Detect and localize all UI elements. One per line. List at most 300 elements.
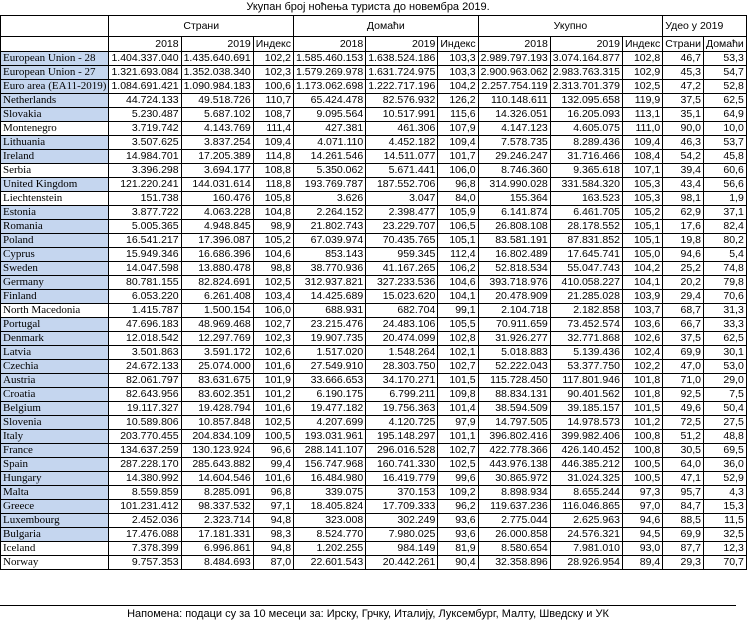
foreign-2018-cell: 101.231.412 (109, 500, 181, 514)
total-index-cell: 93,0 (622, 542, 662, 556)
share-foreign-cell: 25,2 (663, 262, 704, 276)
table-row (1, 444, 747, 458)
country-cell: Portugal (1, 318, 109, 332)
foreign-2018-cell: 7.378.399 (109, 542, 181, 556)
total-2018-cell: 2.989.797.193 (478, 52, 550, 66)
foreign-2018-cell: 82.061.797 (109, 374, 181, 388)
domestic-index-cell: 106,5 (438, 220, 478, 234)
foreign-index-cell: 101,6 (253, 472, 293, 486)
country-cell: Serbia (1, 164, 109, 178)
total-2019-cell: 426.140.452 (550, 444, 622, 458)
total-2019-cell: 31.716.466 (550, 150, 622, 164)
foreign-index-cell: 102,6 (253, 346, 293, 360)
share-foreign-cell: 71,0 (663, 374, 704, 388)
share-foreign-cell: 87,7 (663, 542, 704, 556)
domestic-index-cell: 102,8 (438, 332, 478, 346)
domestic-2018-cell: 22.601.543 (294, 556, 366, 570)
table-row (1, 276, 747, 290)
domestic-2019-cell: 23.229.707 (366, 220, 438, 234)
share-foreign-cell: 72,5 (663, 416, 704, 430)
foreign-2018-cell: 82.643.956 (109, 388, 181, 402)
total-2018-cell: 26.000.858 (478, 528, 550, 542)
group-header-row (1, 16, 747, 37)
country-cell: Romania (1, 220, 109, 234)
domestic-2019-cell: 28.303.750 (366, 360, 438, 374)
table-row (1, 332, 747, 346)
foreign-2018-cell: 287.228.170 (109, 458, 181, 472)
header-blank (1, 37, 109, 52)
table-row (1, 514, 747, 528)
domestic-2019-cell: 160.741.330 (366, 458, 438, 472)
foreign-index-cell: 102,7 (253, 318, 293, 332)
table-row (1, 122, 747, 136)
foreign-2018-cell: 3.396.298 (109, 164, 181, 178)
foreign-2019-cell: 10.857.848 (181, 416, 253, 430)
domestic-2018-cell: 1.173.062.698 (294, 80, 366, 94)
table-row (1, 136, 747, 150)
year-header-row (1, 37, 747, 52)
foreign-2018-cell: 44.724.133 (109, 94, 181, 108)
total-2018-cell: 396.802.416 (478, 430, 550, 444)
total-index-cell: 104,2 (622, 262, 662, 276)
foreign-index-cell: 108,7 (253, 108, 293, 122)
total-2019-cell: 14.978.573 (550, 416, 622, 430)
total-2019-cell: 39.185.157 (550, 402, 622, 416)
share-domestic-cell: 82,4 (703, 220, 746, 234)
total-2019-cell: 116.046.865 (550, 500, 622, 514)
domestic-2018-cell: 339.075 (294, 486, 366, 500)
country-cell: European Union - 28 (1, 52, 109, 66)
table-row (1, 458, 747, 472)
foreign-2019-cell: 3.591.172 (181, 346, 253, 360)
domestic-index-cell: 112,4 (438, 248, 478, 262)
header-share-foreign: Страни (663, 37, 704, 52)
foreign-2018-cell: 15.949.346 (109, 248, 181, 262)
table-row (1, 542, 747, 556)
foreign-2019-cell: 12.297.769 (181, 332, 253, 346)
table-row (1, 304, 747, 318)
domestic-2018-cell: 156.747.968 (294, 458, 366, 472)
share-domestic-cell: 53,7 (703, 136, 746, 150)
country-cell: Croatia (1, 388, 109, 402)
foreign-index-cell: 114,8 (253, 150, 293, 164)
country-cell: Bulgaria (1, 528, 109, 542)
domestic-2018-cell: 33.666.653 (294, 374, 366, 388)
domestic-index-cell: 93,6 (438, 514, 478, 528)
total-2018-cell: 115.728.450 (478, 374, 550, 388)
total-index-cell: 105,1 (622, 220, 662, 234)
domestic-2019-cell: 6.799.211 (366, 388, 438, 402)
foreign-index-cell: 108,8 (253, 164, 293, 178)
share-foreign-cell: 46,7 (663, 52, 704, 66)
share-domestic-cell: 7,5 (703, 388, 746, 402)
foreign-2018-cell: 1.321.693.084 (109, 66, 181, 80)
share-domestic-cell: 80,2 (703, 234, 746, 248)
domestic-2019-cell: 15.023.620 (366, 290, 438, 304)
country-cell: Poland (1, 234, 109, 248)
foreign-2019-cell: 17.181.331 (181, 528, 253, 542)
table-row (1, 388, 747, 402)
total-index-cell: 101,2 (622, 416, 662, 430)
total-2018-cell: 110.148.611 (478, 94, 550, 108)
total-2019-cell: 117.801.946 (550, 374, 622, 388)
tourist-nights-table (0, 15, 747, 570)
country-cell: Austria (1, 374, 109, 388)
share-domestic-cell: 62,5 (703, 332, 746, 346)
country-cell: Finland (1, 290, 109, 304)
foreign-2018-cell: 47.696.183 (109, 318, 181, 332)
domestic-index-cell: 106,0 (438, 164, 478, 178)
table-row (1, 108, 747, 122)
share-foreign-cell: 98,1 (663, 192, 704, 206)
total-index-cell: 101,8 (622, 374, 662, 388)
table-row (1, 234, 747, 248)
total-2018-cell: 422.778.366 (478, 444, 550, 458)
total-2018-cell: 2.257.754.119 (478, 80, 550, 94)
country-cell: Spain (1, 458, 109, 472)
share-foreign-cell: 62,9 (663, 206, 704, 220)
foreign-2019-cell: 130.123.924 (181, 444, 253, 458)
foreign-2019-cell: 3.694.177 (181, 164, 253, 178)
foreign-2019-cell: 14.604.546 (181, 472, 253, 486)
domestic-2018-cell: 6.190.175 (294, 388, 366, 402)
foreign-2019-cell: 160.476 (181, 192, 253, 206)
share-domestic-cell: 45,8 (703, 150, 746, 164)
foreign-2018-cell: 10.589.806 (109, 416, 181, 430)
foreign-2019-cell: 19.428.794 (181, 402, 253, 416)
domestic-index-cell: 105,9 (438, 206, 478, 220)
domestic-2019-cell: 5.671.441 (366, 164, 438, 178)
foreign-2019-cell: 83.602.351 (181, 388, 253, 402)
foreign-2018-cell: 3.877.722 (109, 206, 181, 220)
foreign-index-cell: 94,8 (253, 514, 293, 528)
domestic-index-cell: 115,6 (438, 108, 478, 122)
foreign-index-cell: 94,8 (253, 542, 293, 556)
domestic-index-cell: 101,1 (438, 430, 478, 444)
country-cell: Lithuania (1, 136, 109, 150)
total-2018-cell: 155.364 (478, 192, 550, 206)
header-domestic-index: Индекс (438, 37, 478, 52)
country-cell: Ireland (1, 150, 109, 164)
foreign-2018-cell: 8.559.859 (109, 486, 181, 500)
country-cell: Euro area (EA11-2019) (1, 80, 109, 94)
table-row (1, 402, 747, 416)
foreign-2018-cell: 14.047.598 (109, 262, 181, 276)
total-2019-cell: 2.182.858 (550, 304, 622, 318)
total-2018-cell: 2.900.963.062 (478, 66, 550, 80)
total-2019-cell: 2.983.763.315 (550, 66, 622, 80)
share-domestic-cell: 52,8 (703, 80, 746, 94)
foreign-index-cell: 102,5 (253, 416, 293, 430)
country-cell: Latvia (1, 346, 109, 360)
domestic-index-cell: 102,5 (438, 458, 478, 472)
domestic-index-cell: 101,7 (438, 150, 478, 164)
foreign-2019-cell: 82.824.691 (181, 276, 253, 290)
total-index-cell: 108,4 (622, 150, 662, 164)
total-2018-cell: 88.834.131 (478, 388, 550, 402)
share-domestic-cell: 5,4 (703, 248, 746, 262)
domestic-2019-cell: 984.149 (366, 542, 438, 556)
table-row (1, 206, 747, 220)
foreign-2018-cell: 151.738 (109, 192, 181, 206)
table-row (1, 80, 747, 94)
share-domestic-cell: 11,5 (703, 514, 746, 528)
foreign-2019-cell: 48.969.468 (181, 318, 253, 332)
header-foreign-2019: 2019 (181, 37, 253, 52)
total-2019-cell: 32.771.868 (550, 332, 622, 346)
share-foreign-cell: 37,5 (663, 94, 704, 108)
table-row (1, 164, 747, 178)
country-cell: Slovenia (1, 416, 109, 430)
total-2018-cell: 2.104.718 (478, 304, 550, 318)
total-2019-cell: 399.982.406 (550, 430, 622, 444)
foreign-2019-cell: 6.261.408 (181, 290, 253, 304)
group-domestic: Домаћи (294, 16, 479, 37)
total-2019-cell: 24.576.321 (550, 528, 622, 542)
foreign-index-cell: 87,0 (253, 556, 293, 570)
foreign-2019-cell: 1.090.984.183 (181, 80, 253, 94)
domestic-2018-cell: 1.585.460.153 (294, 52, 366, 66)
total-index-cell: 113,1 (622, 108, 662, 122)
share-foreign-cell: 20,2 (663, 276, 704, 290)
country-cell: European Union - 27 (1, 66, 109, 80)
domestic-index-cell: 107,9 (438, 122, 478, 136)
total-index-cell: 103,7 (622, 304, 662, 318)
country-cell: Belgium (1, 402, 109, 416)
foreign-2018-cell: 16.541.217 (109, 234, 181, 248)
share-domestic-cell: 74,8 (703, 262, 746, 276)
domestic-2019-cell: 1.222.717.196 (366, 80, 438, 94)
total-2019-cell: 2.313.701.379 (550, 80, 622, 94)
total-2018-cell: 443.976.138 (478, 458, 550, 472)
domestic-index-cell: 102,1 (438, 346, 478, 360)
group-total: Укупно (478, 16, 663, 37)
total-2019-cell: 87.831.852 (550, 234, 622, 248)
domestic-2019-cell: 41.167.265 (366, 262, 438, 276)
foreign-2018-cell: 6.053.220 (109, 290, 181, 304)
foreign-2019-cell: 5.687.102 (181, 108, 253, 122)
share-foreign-cell: 54,2 (663, 150, 704, 164)
share-foreign-cell: 43,4 (663, 178, 704, 192)
table-row (1, 556, 747, 570)
foreign-2018-cell: 80.781.155 (109, 276, 181, 290)
share-foreign-cell: 39,4 (663, 164, 704, 178)
domestic-2018-cell: 27.549.910 (294, 360, 366, 374)
header-domestic-2018: 2018 (294, 37, 366, 52)
share-domestic-cell: 15,3 (703, 500, 746, 514)
total-2019-cell: 4.605.075 (550, 122, 622, 136)
foreign-index-cell: 105,2 (253, 234, 293, 248)
domestic-2018-cell: 2.264.152 (294, 206, 366, 220)
domestic-index-cell: 101,4 (438, 402, 478, 416)
total-2019-cell: 28.926.954 (550, 556, 622, 570)
foreign-2019-cell: 83.631.675 (181, 374, 253, 388)
foreign-index-cell: 102,3 (253, 332, 293, 346)
foreign-index-cell: 96,6 (253, 444, 293, 458)
share-domestic-cell: 48,8 (703, 430, 746, 444)
share-foreign-cell: 95,7 (663, 486, 704, 500)
total-2019-cell: 410.058.227 (550, 276, 622, 290)
total-index-cell: 100,5 (622, 472, 662, 486)
country-cell: Germany (1, 276, 109, 290)
total-2018-cell: 8.746.360 (478, 164, 550, 178)
country-cell: Liechtenstein (1, 192, 109, 206)
domestic-index-cell: 102,7 (438, 444, 478, 458)
total-index-cell: 105,1 (622, 234, 662, 248)
total-2019-cell: 73.452.574 (550, 318, 622, 332)
group-share: Удео у 2019 (663, 16, 747, 37)
table-body (1, 52, 747, 570)
foreign-2019-cell: 4.948.845 (181, 220, 253, 234)
table-row (1, 374, 747, 388)
share-foreign-cell: 66,7 (663, 318, 704, 332)
header-total-2019: 2019 (550, 37, 622, 52)
share-domestic-cell: 64,9 (703, 108, 746, 122)
foreign-index-cell: 102,3 (253, 66, 293, 80)
foreign-2018-cell: 1.404.337.040 (109, 52, 181, 66)
total-index-cell: 100,8 (622, 430, 662, 444)
table-row (1, 430, 747, 444)
foreign-2018-cell: 3.507.625 (109, 136, 181, 150)
total-index-cell: 94,6 (622, 514, 662, 528)
foreign-2019-cell: 1.435.640.691 (181, 52, 253, 66)
total-2019-cell: 3.074.164.877 (550, 52, 622, 66)
total-2019-cell: 5.139.436 (550, 346, 622, 360)
share-foreign-cell: 51,2 (663, 430, 704, 444)
total-2019-cell: 9.365.618 (550, 164, 622, 178)
share-domestic-cell: 69,5 (703, 444, 746, 458)
total-index-cell: 97,0 (622, 500, 662, 514)
footnote: Напомена: подаци су за 10 месеци за: Ирску, Грчку, Италију, Луксембург, Малту, Шведску и УК (0, 605, 736, 623)
total-2018-cell: 5.018.883 (478, 346, 550, 360)
share-domestic-cell: 70,7 (703, 556, 746, 570)
domestic-index-cell: 90,4 (438, 556, 478, 570)
total-2018-cell: 26.808.108 (478, 220, 550, 234)
country-cell: North Macedonia (1, 304, 109, 318)
foreign-index-cell: 103,4 (253, 290, 293, 304)
total-2018-cell: 14.326.051 (478, 108, 550, 122)
country-cell: Italy (1, 430, 109, 444)
share-domestic-cell: 54,7 (703, 66, 746, 80)
share-domestic-cell: 37,1 (703, 206, 746, 220)
country-cell: Greece (1, 500, 109, 514)
country-cell: Cyprus (1, 248, 109, 262)
domestic-2018-cell: 65.424.478 (294, 94, 366, 108)
foreign-index-cell: 97,1 (253, 500, 293, 514)
foreign-index-cell: 102,2 (253, 52, 293, 66)
foreign-2019-cell: 6.996.861 (181, 542, 253, 556)
total-2019-cell: 90.401.562 (550, 388, 622, 402)
foreign-index-cell: 99,4 (253, 458, 293, 472)
domestic-2019-cell: 959.345 (366, 248, 438, 262)
total-index-cell: 103,9 (622, 290, 662, 304)
total-2018-cell: 2.775.044 (478, 514, 550, 528)
domestic-index-cell: 109,2 (438, 486, 478, 500)
country-cell: Montenegro (1, 122, 109, 136)
total-2018-cell: 8.898.934 (478, 486, 550, 500)
domestic-index-cell: 99,6 (438, 472, 478, 486)
total-2019-cell: 8.655.244 (550, 486, 622, 500)
foreign-2019-cell: 25.074.000 (181, 360, 253, 374)
table-row (1, 486, 747, 500)
country-cell: United Kingdom (1, 178, 109, 192)
total-2019-cell: 8.289.436 (550, 136, 622, 150)
foreign-2019-cell: 2.323.714 (181, 514, 253, 528)
domestic-2018-cell: 853.143 (294, 248, 366, 262)
group-foreign: Страни (109, 16, 294, 37)
total-2018-cell: 29.246.247 (478, 150, 550, 164)
total-2018-cell: 119.637.236 (478, 500, 550, 514)
total-2019-cell: 132.095.658 (550, 94, 622, 108)
total-2018-cell: 52.818.534 (478, 262, 550, 276)
domestic-2019-cell: 7.980.025 (366, 528, 438, 542)
domestic-index-cell: 96,2 (438, 500, 478, 514)
share-foreign-cell: 69,9 (663, 528, 704, 542)
foreign-2019-cell: 16.686.396 (181, 248, 253, 262)
share-foreign-cell: 47,0 (663, 360, 704, 374)
total-2019-cell: 331.584.320 (550, 178, 622, 192)
foreign-2019-cell: 8.484.693 (181, 556, 253, 570)
foreign-index-cell: 101,6 (253, 402, 293, 416)
share-domestic-cell: 53,0 (703, 360, 746, 374)
total-2018-cell: 38.594.509 (478, 402, 550, 416)
table-row (1, 290, 747, 304)
table-row (1, 416, 747, 430)
domestic-2019-cell: 3.047 (366, 192, 438, 206)
total-2019-cell: 53.377.750 (550, 360, 622, 374)
foreign-2018-cell: 9.757.353 (109, 556, 181, 570)
domestic-index-cell: 84,0 (438, 192, 478, 206)
domestic-index-cell: 102,7 (438, 360, 478, 374)
foreign-index-cell: 98,9 (253, 220, 293, 234)
table-title: Укупан број ноћења туриста до новембра 2019. (246, 1, 490, 13)
foreign-2019-cell: 4.143.769 (181, 122, 253, 136)
foreign-2018-cell: 203.770.455 (109, 430, 181, 444)
foreign-2018-cell: 24.672.133 (109, 360, 181, 374)
domestic-2019-cell: 682.704 (366, 304, 438, 318)
domestic-2018-cell: 193.769.787 (294, 178, 366, 192)
share-foreign-cell: 68,7 (663, 304, 704, 318)
total-2018-cell: 7.578.735 (478, 136, 550, 150)
domestic-index-cell: 96,8 (438, 178, 478, 192)
table-row (1, 66, 747, 80)
foreign-2018-cell: 3.501.863 (109, 346, 181, 360)
foreign-2018-cell: 1.415.787 (109, 304, 181, 318)
domestic-2018-cell: 38.770.936 (294, 262, 366, 276)
table-row (1, 150, 747, 164)
total-index-cell: 97,3 (622, 486, 662, 500)
share-foreign-cell: 94,6 (663, 248, 704, 262)
domestic-2019-cell: 187.552.706 (366, 178, 438, 192)
country-cell: Czechia (1, 360, 109, 374)
domestic-2018-cell: 1.517.020 (294, 346, 366, 360)
domestic-2019-cell: 195.148.297 (366, 430, 438, 444)
share-foreign-cell: 46,3 (663, 136, 704, 150)
total-2018-cell: 4.147.123 (478, 122, 550, 136)
share-domestic-cell: 27,5 (703, 416, 746, 430)
share-foreign-cell: 64,0 (663, 458, 704, 472)
total-2018-cell: 32.358.896 (478, 556, 550, 570)
total-index-cell: 104,1 (622, 276, 662, 290)
foreign-2019-cell: 1.352.038.340 (181, 66, 253, 80)
country-cell: Netherlands (1, 94, 109, 108)
domestic-index-cell: 104,2 (438, 80, 478, 94)
total-index-cell: 89,4 (622, 556, 662, 570)
domestic-2019-cell: 370.153 (366, 486, 438, 500)
domestic-2018-cell: 4.207.699 (294, 416, 366, 430)
share-foreign-cell: 47,2 (663, 80, 704, 94)
total-2019-cell: 446.385.212 (550, 458, 622, 472)
